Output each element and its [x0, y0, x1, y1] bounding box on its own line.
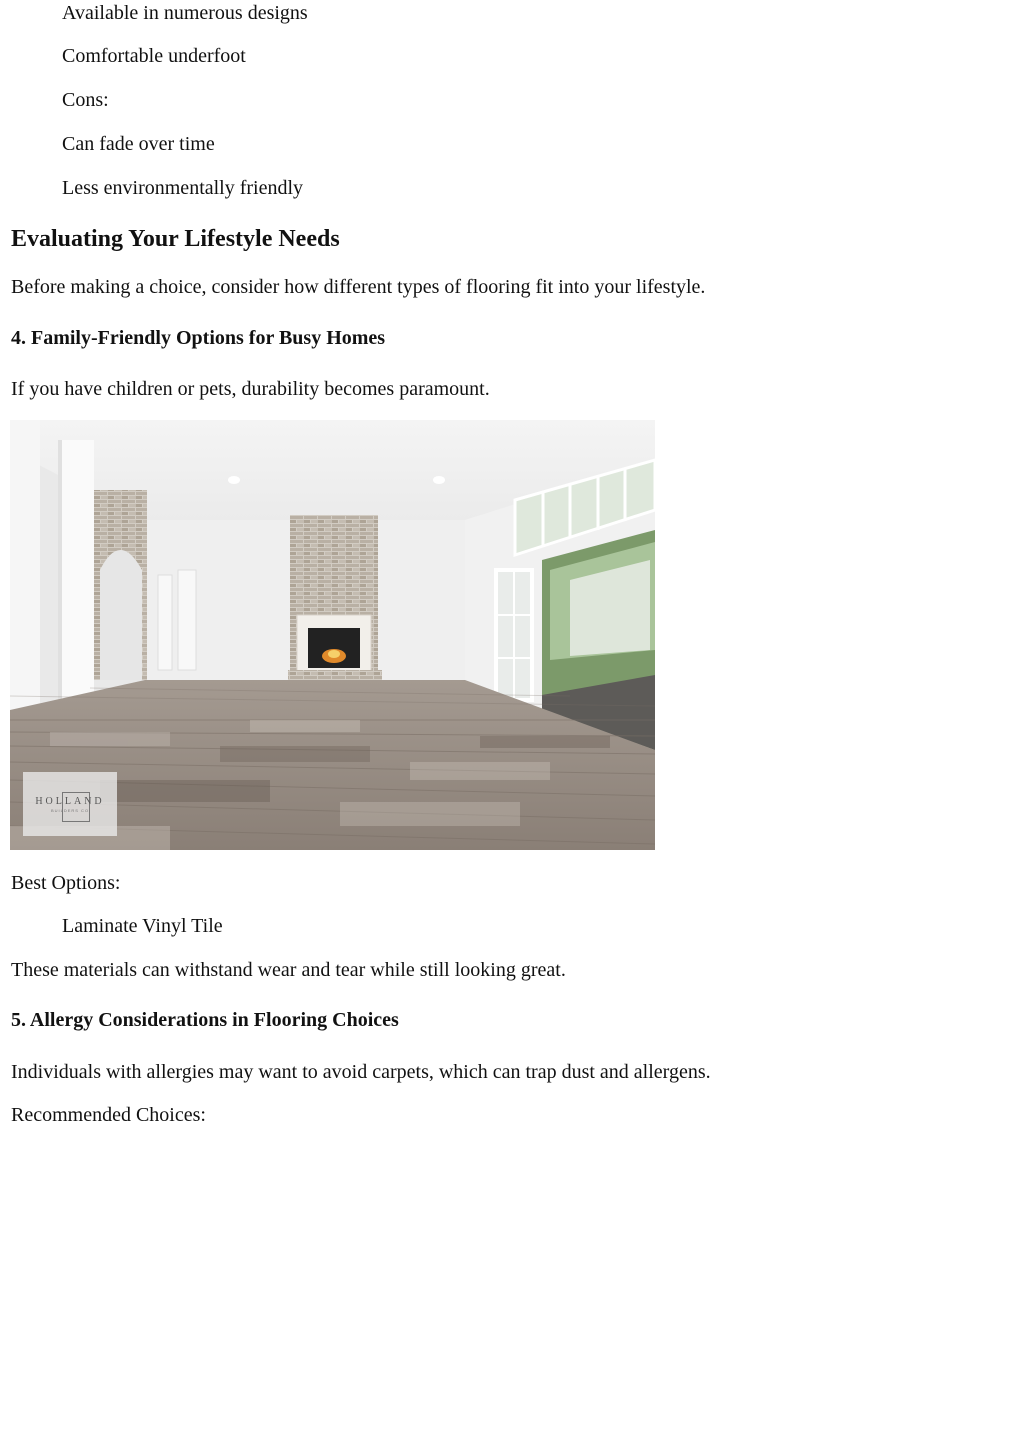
- recommended-label: Recommended Choices:: [11, 1104, 206, 1126]
- watermark-logo: [23, 772, 117, 836]
- lifestyle-intro: Before making a choice, consider how different types of flooring fit into your lifestyle.: [11, 276, 706, 298]
- family-closing: These materials can withstand wear and tear while still looking great.: [11, 959, 566, 981]
- best-option-item: Laminate Vinyl Tile: [62, 915, 223, 937]
- cons-label: Cons:: [62, 89, 109, 111]
- allergy-intro: Individuals with allergies may want to avoid carpets, which can trap dust and allergens.: [11, 1061, 711, 1083]
- cons-item: Can fade over time: [62, 133, 215, 155]
- pros-item: Available in numerous designs: [62, 2, 308, 24]
- watermark-text: HOLLAND: [35, 796, 105, 807]
- pros-item: Comfortable underfoot: [62, 45, 246, 67]
- section-heading-lifestyle: Evaluating Your Lifestyle Needs: [11, 226, 340, 252]
- living-room-photo: [10, 420, 655, 850]
- section-heading-allergy: 5. Allergy Considerations in Flooring Choices: [11, 1009, 399, 1031]
- cons-item: Less environmentally friendly: [62, 177, 304, 199]
- section-heading-family: 4. Family-Friendly Options for Busy Homes: [11, 327, 386, 349]
- watermark-subtext: BUILDERS CO: [50, 808, 90, 813]
- best-options-label: Best Options:: [11, 872, 121, 894]
- family-intro: If you have children or pets, durability becomes paramount.: [11, 378, 490, 400]
